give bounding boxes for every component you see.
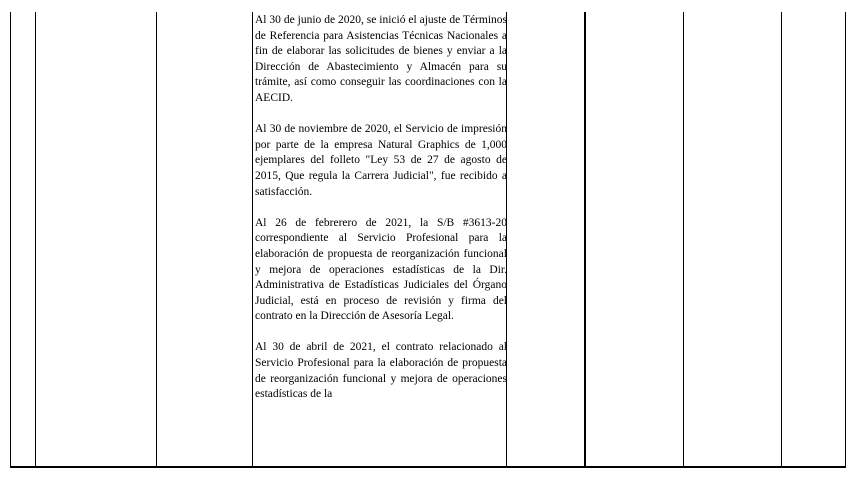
status-paragraph: Al 30 de abril de 2021, el contrato relacionado al Servicio Profesional para la elaboración de propuesta de reorganización funcional y mejora de operaciones estadísticas de la bbox=[255, 341, 507, 401]
description-cell bbox=[255, 13, 507, 418]
column-border bbox=[10, 12, 11, 466]
column-border bbox=[252, 12, 253, 466]
column-border bbox=[35, 12, 36, 466]
column-border bbox=[156, 12, 157, 466]
status-paragraph: Al 30 de noviembre de 2020, el Servicio de impresión por parte de la empresa Natural Graphics de 1,000 ejemplares del folleto "Ley 53 de 27 de agosto de 2015, Que regula la Carrera Judicial", fue recibido a satisfacción. bbox=[255, 123, 507, 198]
status-paragraph: Al 30 de junio de 2020, se inició el ajuste de Términos de Referencia para Asistencias Técnicas Nacionales a fin de elaborar las solicitudes de bienes y enviar a la Dirección de Abastecimiento y Almacén para su trámite, así como conseguir las coordinaciones con la AECID. bbox=[255, 14, 507, 104]
column-border bbox=[845, 12, 846, 466]
column-border bbox=[683, 12, 684, 466]
column-border bbox=[584, 12, 586, 466]
column-border bbox=[781, 12, 782, 466]
table-frame bbox=[10, 12, 846, 468]
status-paragraph: Al 26 de febrerero de 2021, la S/B #3613-20 correspondiente al Servicio Profesional para la elaboración de propuesta de reorganización funcional y mejora de operaciones estadísticas de la Dir. Administrativa de Estadísticas Judiciales del Órgano Judicial, está en proceso de revisión y firma del contrato en la Dirección de Asesoría Legal. bbox=[255, 216, 507, 323]
